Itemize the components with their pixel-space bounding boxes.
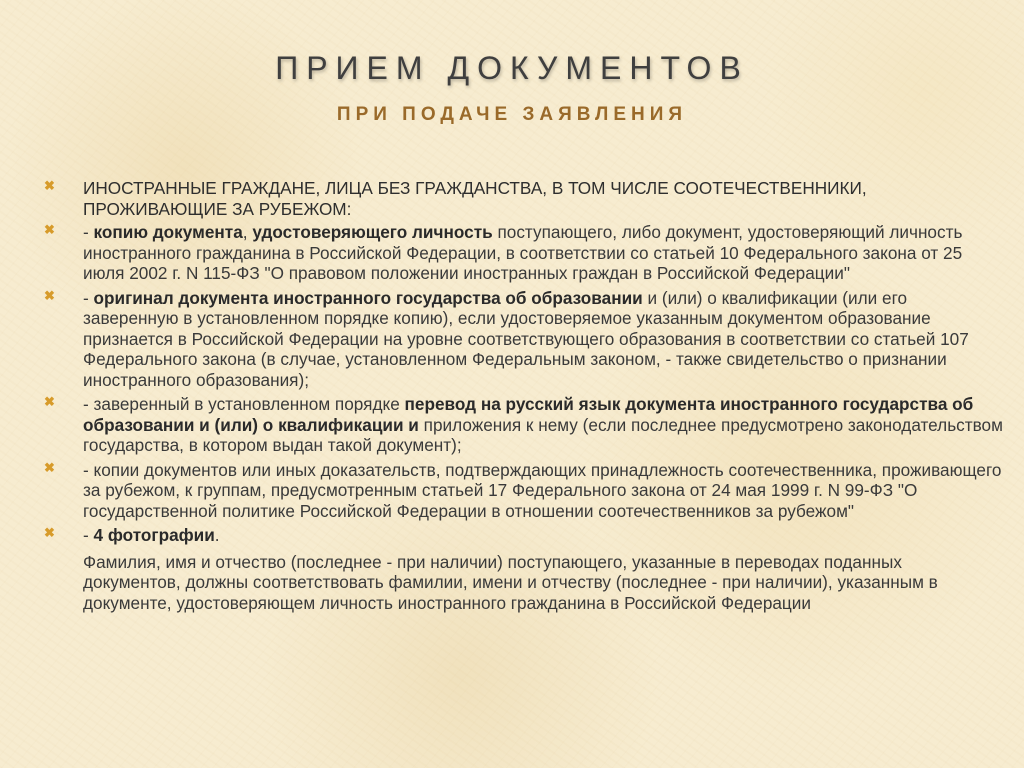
list-item <box>44 288 1004 391</box>
item-rest: поступающего, либо документ, удостоверяющий личность иностранного гражданина в Российской Федерации, в соответствии со статьей 10 Федерального закона от 25 июля 2002 г. N 115-ФЗ "О правовом положении иностранных граждан в Российской Федерации" <box>83 222 963 283</box>
item-prefix: - <box>83 287 94 308</box>
item-prefix: - заверенный в установленном порядке <box>83 394 405 414</box>
list-item <box>44 394 1004 456</box>
cross-bullet-icon: ✖ <box>44 394 55 409</box>
list-item <box>44 222 1004 284</box>
slide-content <box>44 178 1004 613</box>
item-bold: 4 фотографии <box>93 525 215 545</box>
cross-bullet-icon: ✖ <box>44 525 55 540</box>
item-mid: , <box>242 222 253 242</box>
item-bold: оригинал документа иностранного государства об образовании <box>93 287 643 308</box>
item-text: - копии документов или иных доказательств, подтверждающих принадлежность соотечественника, проживающего за рубежом, к группам, предусмотренным статьей 17 Федерального закона от 24 мая 1999 г. N 99-ФЗ "О государственной политике Российской Федерации в отношении соотечественников за рубежом" <box>83 459 1002 521</box>
slide-title: ПРИЕМ ДОКУМЕНТОВ <box>275 50 749 86</box>
item-bold: перевод на русский язык документа иностранного государства об образовании и (или) о квалификации и <box>83 394 974 435</box>
item-text: ИНОСТРАННЫЕ ГРАЖДАНЕ, ЛИЦА БЕЗ ГРАЖДАНСТВА, В ТОМ ЧИСЛЕ СООТЕЧЕСТВЕННИКИ, ПРОЖИВАЮЩИЕ ЗА РУБЕЖОМ: <box>83 178 867 219</box>
cross-bullet-icon: ✖ <box>44 222 55 237</box>
item-prefix: - <box>83 222 94 242</box>
list-item <box>44 460 1004 522</box>
cross-bullet-icon: ✖ <box>44 459 55 475</box>
slide-subtitle: ПРИ ПОДАЧЕ ЗАЯВЛЕНИЯ <box>336 104 688 125</box>
list-item <box>44 178 1004 219</box>
item-rest: приложения к нему (если последнее предусмотрено законодательством государства, в котором выдан такой документ); <box>83 414 1003 455</box>
note-paragraph: Фамилия, имя и отчество (последнее - при наличии) поступающего, указанные в переводах поданных документов, должны соответствовать фамилии, имени и отчеству (последнее - при наличии), указанным в документе, удостоверяющем личность иностранного гражданина в Российской Федерации <box>83 551 938 613</box>
list-item <box>44 525 1004 546</box>
item-prefix: - <box>83 525 94 545</box>
item-rest: и (или) о квалификации (или его заверенную в установленном порядке копию), если удостоверяемое указанным документом образование признается в Российской Федерации на уровне соответствующего образования в соответствии со статьей 107 Федерального закона (в случае, установленном Федеральным законом, - также свидетельство о признании иностранного образования); <box>83 287 969 390</box>
item-bold: копию документа <box>93 222 243 242</box>
cross-bullet-icon: ✖ <box>44 287 55 303</box>
item-rest: . <box>214 525 220 545</box>
cross-bullet-icon: ✖ <box>44 178 55 193</box>
item-bold-second: удостоверяющего личность <box>252 222 493 242</box>
